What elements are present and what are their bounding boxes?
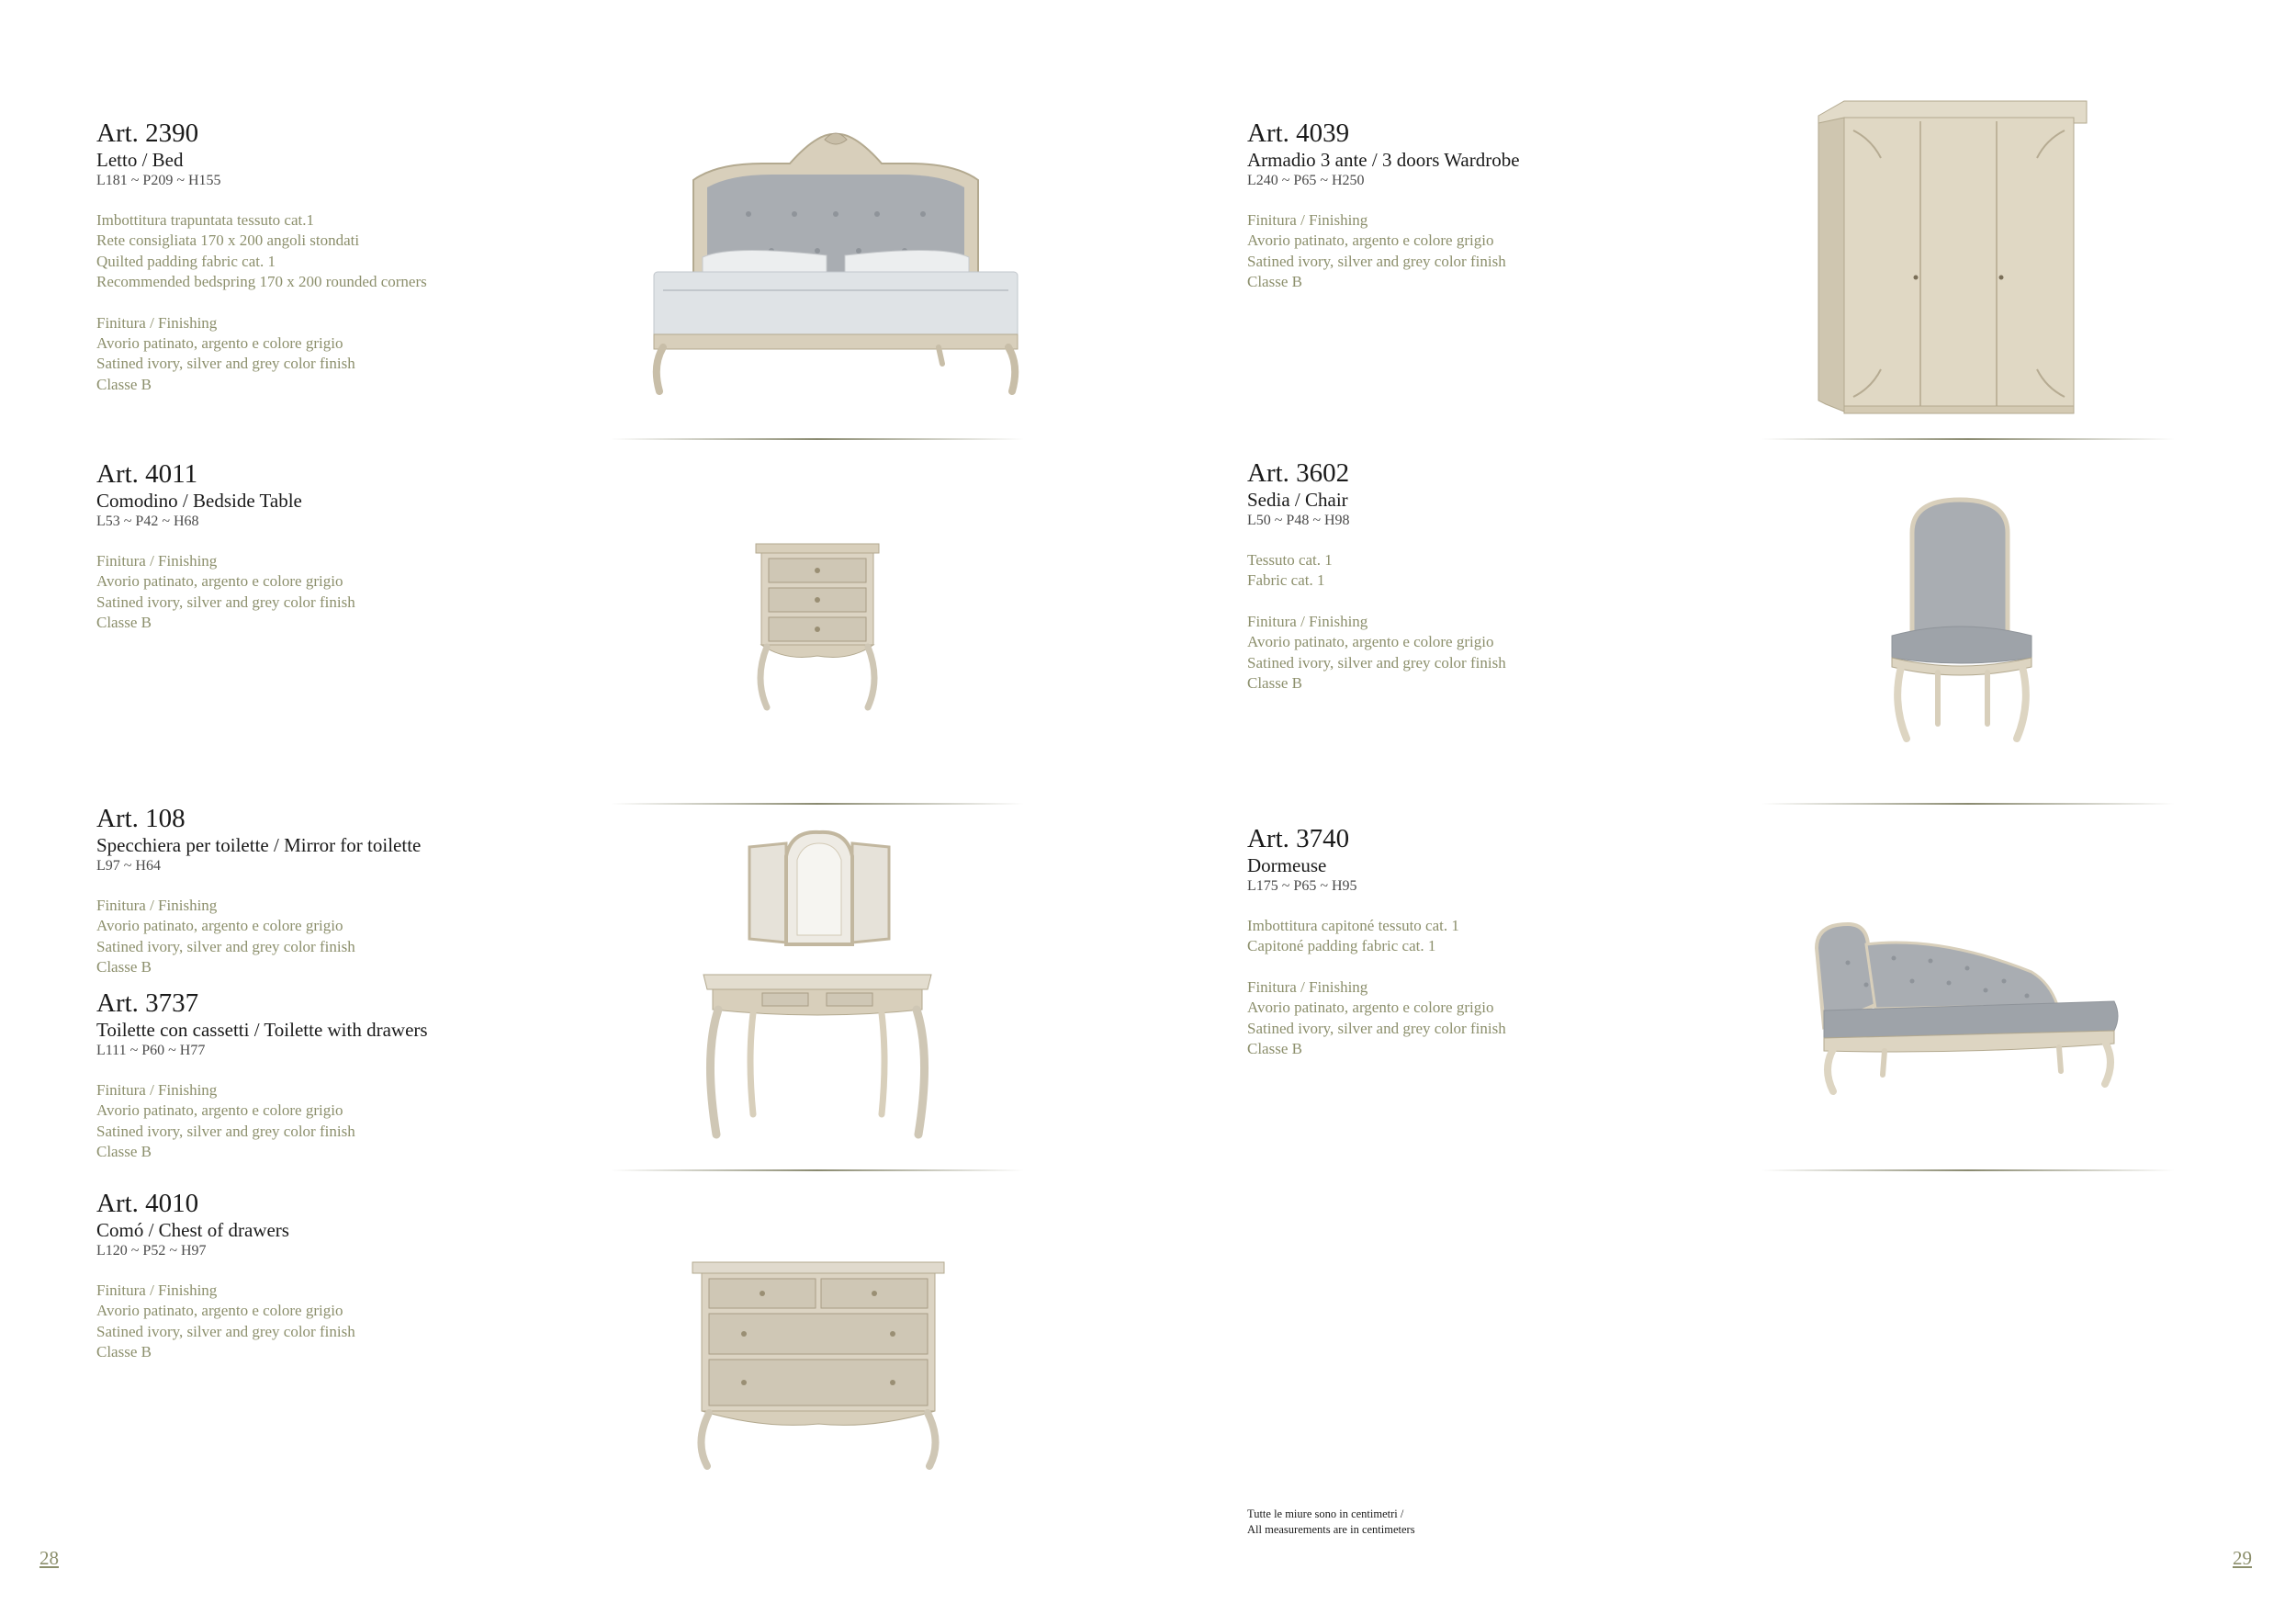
finishing-line: Satined ivory, silver and grey color finish bbox=[96, 1322, 355, 1340]
product-name: Specchiera per toilette / Mirror for toilette bbox=[96, 834, 422, 856]
product-dimensions: L240 ~ P65 ~ H250 bbox=[1247, 173, 1365, 188]
measurement-note bbox=[1247, 1507, 1415, 1538]
section-divider bbox=[1761, 803, 2175, 805]
finishing-class: Classe B bbox=[1247, 273, 1302, 291]
article-number: Art. 3737 bbox=[96, 988, 199, 1018]
note-line: Capitoné padding fabric cat. 1 bbox=[1247, 937, 1436, 955]
article-number: Art. 3602 bbox=[1247, 458, 1350, 488]
finishing-class: Classe B bbox=[96, 1343, 152, 1361]
finishing-line: Avorio patinato, argento e colore grigio bbox=[1247, 231, 1494, 250]
product-name: Dormeuse bbox=[1247, 854, 1327, 876]
product-toilette bbox=[96, 988, 647, 1163]
product-name: Toilette con cassetti / Toilette with drawers bbox=[96, 1019, 428, 1041]
chest-of-drawers-image bbox=[689, 1260, 948, 1470]
product-dimensions: L175 ~ P65 ~ H95 bbox=[1247, 878, 1357, 894]
product-dormeuse bbox=[1247, 823, 1798, 1059]
finishing-label: Finitura / Finishing bbox=[1247, 612, 1368, 630]
section-divider bbox=[611, 1169, 1024, 1171]
finishing-label: Finitura / Finishing bbox=[96, 1081, 218, 1099]
article-number: Art. 4010 bbox=[96, 1189, 199, 1218]
chair-image bbox=[1885, 496, 2041, 742]
product-chest-of-drawers bbox=[96, 1188, 647, 1363]
product-name: Sedia / Chair bbox=[1247, 489, 1348, 511]
wardrobe-image bbox=[1817, 97, 2088, 417]
finishing-line: Avorio patinato, argento e colore grigio bbox=[96, 1101, 343, 1120]
section-divider bbox=[1761, 438, 2175, 440]
bed-image bbox=[643, 127, 1029, 402]
note-line: Imbottitura trapuntata tessuto cat.1 bbox=[96, 211, 314, 229]
product-mirror bbox=[96, 803, 647, 978]
note-line: Recommended bedspring 170 x 200 rounded corners bbox=[96, 273, 427, 291]
measurement-note-en: All measurements are in centimeters bbox=[1247, 1523, 1415, 1536]
section-divider bbox=[611, 438, 1024, 440]
product-name: Comodino / Bedside Table bbox=[96, 490, 302, 512]
page-number-right: 29 bbox=[2233, 1547, 2252, 1569]
finishing-label: Finitura / Finishing bbox=[96, 1281, 218, 1299]
toilette-image bbox=[698, 969, 937, 1144]
finishing-label: Finitura / Finishing bbox=[1247, 211, 1368, 229]
product-name: Letto / Bed bbox=[96, 149, 184, 171]
finishing-line: Avorio patinato, argento e colore grigio bbox=[96, 334, 343, 353]
finishing-line: Avorio patinato, argento e colore grigio bbox=[1247, 999, 1494, 1017]
finishing-line: Avorio patinato, argento e colore grigio bbox=[96, 1302, 343, 1320]
finishing-class: Classe B bbox=[96, 1143, 152, 1161]
bedside-table-image bbox=[748, 542, 886, 712]
measurement-note-it: Tutte le miure sono in centimetri / bbox=[1247, 1507, 1404, 1520]
product-name: Comó / Chest of drawers bbox=[96, 1219, 289, 1241]
note-line: Quilted padding fabric cat. 1 bbox=[96, 252, 276, 270]
article-number: Art. 3740 bbox=[1247, 824, 1350, 853]
section-divider bbox=[611, 803, 1024, 805]
finishing-class: Classe B bbox=[1247, 674, 1302, 693]
article-number: Art. 2390 bbox=[96, 119, 199, 148]
finishing-line: Avorio patinato, argento e colore grigio bbox=[1247, 633, 1494, 651]
article-number: Art. 4039 bbox=[1247, 119, 1350, 148]
finishing-label: Finitura / Finishing bbox=[96, 313, 218, 332]
article-number: Art. 4011 bbox=[96, 459, 198, 489]
finishing-line: Satined ivory, silver and grey color finish bbox=[96, 937, 355, 955]
page-number-left: 28 bbox=[39, 1547, 59, 1569]
product-bed bbox=[96, 118, 611, 395]
finishing-line: Avorio patinato, argento e colore grigio bbox=[96, 917, 343, 935]
finishing-label: Finitura / Finishing bbox=[96, 552, 218, 570]
finishing-line: Satined ivory, silver and grey color finish bbox=[96, 1122, 355, 1140]
finishing-class: Classe B bbox=[96, 958, 152, 976]
product-dimensions: L111 ~ P60 ~ H77 bbox=[96, 1043, 206, 1058]
section-divider bbox=[1761, 1169, 2175, 1171]
product-dimensions: L181 ~ P209 ~ H155 bbox=[96, 173, 221, 188]
finishing-line: Satined ivory, silver and grey color finish bbox=[1247, 653, 1506, 672]
finishing-line: Satined ivory, silver and grey color finish bbox=[96, 355, 355, 373]
finishing-class: Classe B bbox=[1247, 1040, 1302, 1058]
product-chair bbox=[1247, 457, 1798, 694]
product-dimensions: L50 ~ P48 ~ H98 bbox=[1247, 513, 1350, 528]
note-line: Imbottitura capitoné tessuto cat. 1 bbox=[1247, 917, 1459, 934]
product-dimensions: L120 ~ P52 ~ H97 bbox=[96, 1243, 207, 1259]
note-line: Tessuto cat. 1 bbox=[1247, 551, 1333, 569]
product-dimensions: L97 ~ H64 bbox=[96, 858, 161, 874]
product-dimensions: L53 ~ P42 ~ H68 bbox=[96, 514, 199, 529]
mirror-image bbox=[746, 829, 893, 946]
finishing-line: Satined ivory, silver and grey color finish bbox=[96, 593, 355, 611]
finishing-line: Satined ivory, silver and grey color finish bbox=[1247, 1019, 1506, 1037]
finishing-line: Satined ivory, silver and grey color finish bbox=[1247, 252, 1506, 270]
article-number: Art. 108 bbox=[96, 804, 186, 833]
note-line: Fabric cat. 1 bbox=[1247, 571, 1325, 590]
finishing-class: Classe B bbox=[96, 614, 152, 632]
finishing-label: Finitura / Finishing bbox=[96, 897, 218, 914]
finishing-class: Classe B bbox=[96, 375, 152, 393]
product-name: Armadio 3 ante / 3 doors Wardrobe bbox=[1247, 149, 1520, 171]
note-line: Rete consigliata 170 x 200 angoli stondati bbox=[96, 231, 360, 250]
product-bedside-table bbox=[96, 458, 611, 634]
dormeuse-image bbox=[1811, 917, 2125, 1097]
finishing-label: Finitura / Finishing bbox=[1247, 977, 1368, 996]
finishing-line: Avorio patinato, argento e colore grigio bbox=[96, 572, 343, 591]
product-wardrobe bbox=[1247, 118, 1798, 293]
